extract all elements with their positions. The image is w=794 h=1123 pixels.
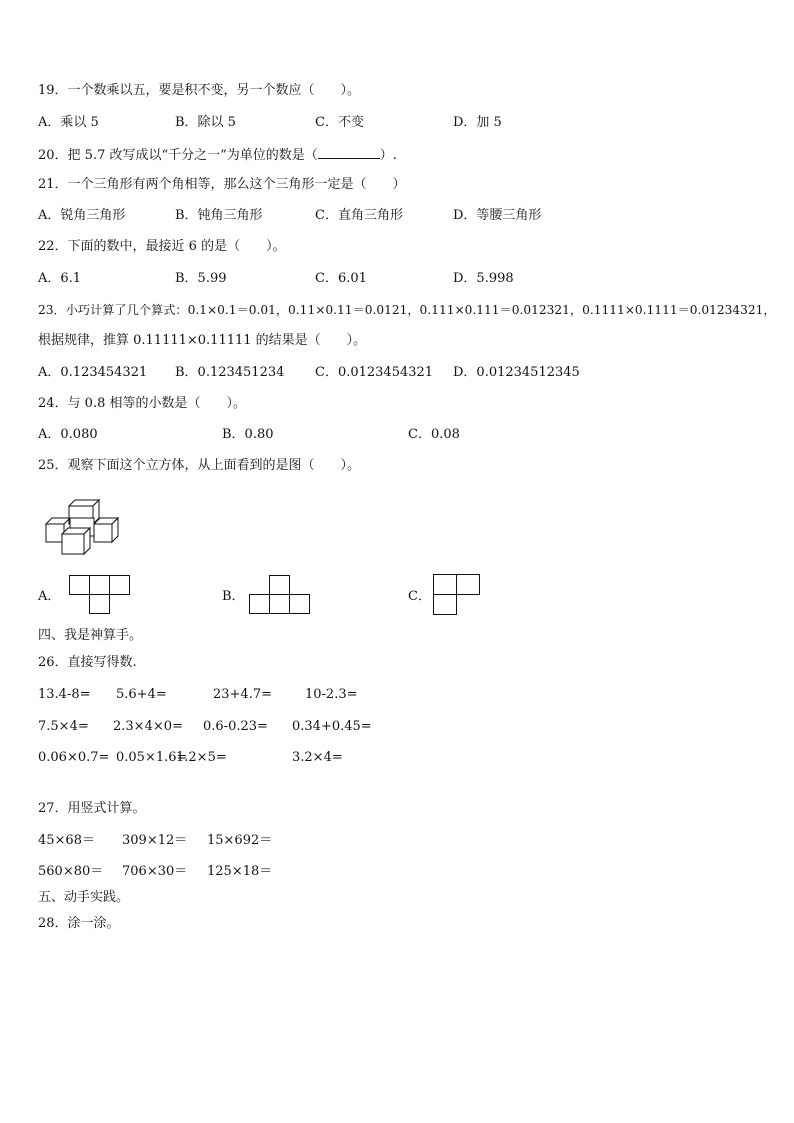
question-22: 22．下面的数中，最接近 6 的是（ ）。 <box>38 239 286 254</box>
section-5-heading: 五、动手实践。 <box>38 890 130 905</box>
q25-option-c-label[interactable]: C． <box>408 589 431 604</box>
question-19: 19．一个数乘以五，要是积不变，另一个数应（ ）。 <box>38 83 361 98</box>
q25-option-c-figure[interactable] <box>433 574 483 616</box>
q21-option-a[interactable]: A．锐角三角形 <box>38 208 126 223</box>
calc-item[interactable]: 2.3×4×0= <box>113 719 183 734</box>
q25-option-a-figure[interactable] <box>69 575 131 615</box>
q25-option-b-figure[interactable] <box>249 575 311 615</box>
question-23-line-1: 23．小巧计算了几个算式：0.1×0.1＝0.01，0.11×0.11＝0.0121，0.111×0.111＝0.012321，0.1111×0.1111＝0.01234321， <box>38 303 776 317</box>
question-25: 25．观察下面这个立方体，从上面看到的是图（ ）。 <box>38 458 361 473</box>
question-23-line-2: 根据规律，推算 0.11111×0.11111 的结果是（ ）。 <box>38 333 367 348</box>
vertical-calc-item[interactable]: 125×18＝ <box>207 864 273 879</box>
q19-option-c[interactable]: C．不变 <box>315 115 364 130</box>
q24-option-c[interactable]: C．0.08 <box>408 427 460 442</box>
section-4-heading: 四、我是神算手。 <box>38 628 143 643</box>
q21-option-d[interactable]: D．等腰三角形 <box>453 208 542 223</box>
vertical-calc-item[interactable]: 45×68＝ <box>38 833 95 848</box>
vertical-calc-item[interactable]: 309×12＝ <box>122 833 188 848</box>
calc-item[interactable]: 0.06×0.7= <box>38 750 110 765</box>
calc-item[interactable]: 0.34+0.45= <box>292 719 372 734</box>
q23-option-c[interactable]: C．0.0123454321 <box>315 365 434 380</box>
q22-option-c[interactable]: C．6.01 <box>315 271 367 286</box>
calc-item[interactable]: 13.4-8= <box>38 687 91 702</box>
q24-option-b[interactable]: B．0.80 <box>222 427 274 442</box>
q21-option-b[interactable]: B．钝角三角形 <box>175 208 263 223</box>
question-20 <box>38 146 397 164</box>
q20-answer-blank[interactable] <box>318 146 380 159</box>
calc-item[interactable]: 5.6+4= <box>116 687 167 702</box>
q19-option-d[interactable]: D．加 5 <box>453 115 502 130</box>
question-24: 24．与 0.8 相等的小数是（ ）。 <box>38 396 246 411</box>
q20-text-before: 20．把 5.7 改写成以“千分之一”为单位的数是（ <box>38 148 318 163</box>
q23-option-d[interactable]: D．0.01234512345 <box>453 365 580 380</box>
calc-item[interactable]: 10-2.3= <box>305 687 358 702</box>
vertical-calc-item[interactable]: 560×80＝ <box>38 864 104 879</box>
calc-item[interactable]: 3.2×4= <box>292 750 343 765</box>
q25-option-b-label[interactable]: B． <box>222 589 245 604</box>
calc-item[interactable]: 23+4.7= <box>213 687 273 702</box>
q19-option-a[interactable]: A．乘以 5 <box>38 115 99 130</box>
q21-option-c[interactable]: C．直角三角形 <box>315 208 403 223</box>
q23-option-b[interactable]: B．0.123451234 <box>175 365 285 380</box>
q23-option-a[interactable]: A．0.123454321 <box>38 365 148 380</box>
question-28: 28．涂一涂。 <box>38 916 120 931</box>
question-27: 27．用竖式计算。 <box>38 801 146 816</box>
calc-item[interactable]: 7.5×4= <box>38 719 89 734</box>
q20-text-after: ）. <box>379 148 397 163</box>
q24-option-a[interactable]: A．0.080 <box>38 427 98 442</box>
q19-option-b[interactable]: B．除以 5 <box>175 115 236 130</box>
calc-item[interactable]: 0.6-0.23= <box>203 719 268 734</box>
cube-stack-figure <box>44 496 124 556</box>
vertical-calc-item[interactable]: 15×692＝ <box>207 833 273 848</box>
vertical-calc-item[interactable]: 706×30＝ <box>122 864 188 879</box>
calc-item[interactable]: 0.05×1.6= <box>116 750 188 765</box>
q25-option-a-label[interactable]: A． <box>38 589 61 604</box>
question-21: 21．一个三角形有两个角相等，那么这个三角形一定是（ ） <box>38 177 406 192</box>
q22-option-b[interactable]: B．5.99 <box>175 271 227 286</box>
q22-option-a[interactable]: A．6.1 <box>38 271 82 286</box>
question-26: 26．直接写得数. <box>38 655 137 670</box>
calc-item[interactable]: 1.2×5= <box>176 750 227 765</box>
q22-option-d[interactable]: D．5.998 <box>453 271 514 286</box>
